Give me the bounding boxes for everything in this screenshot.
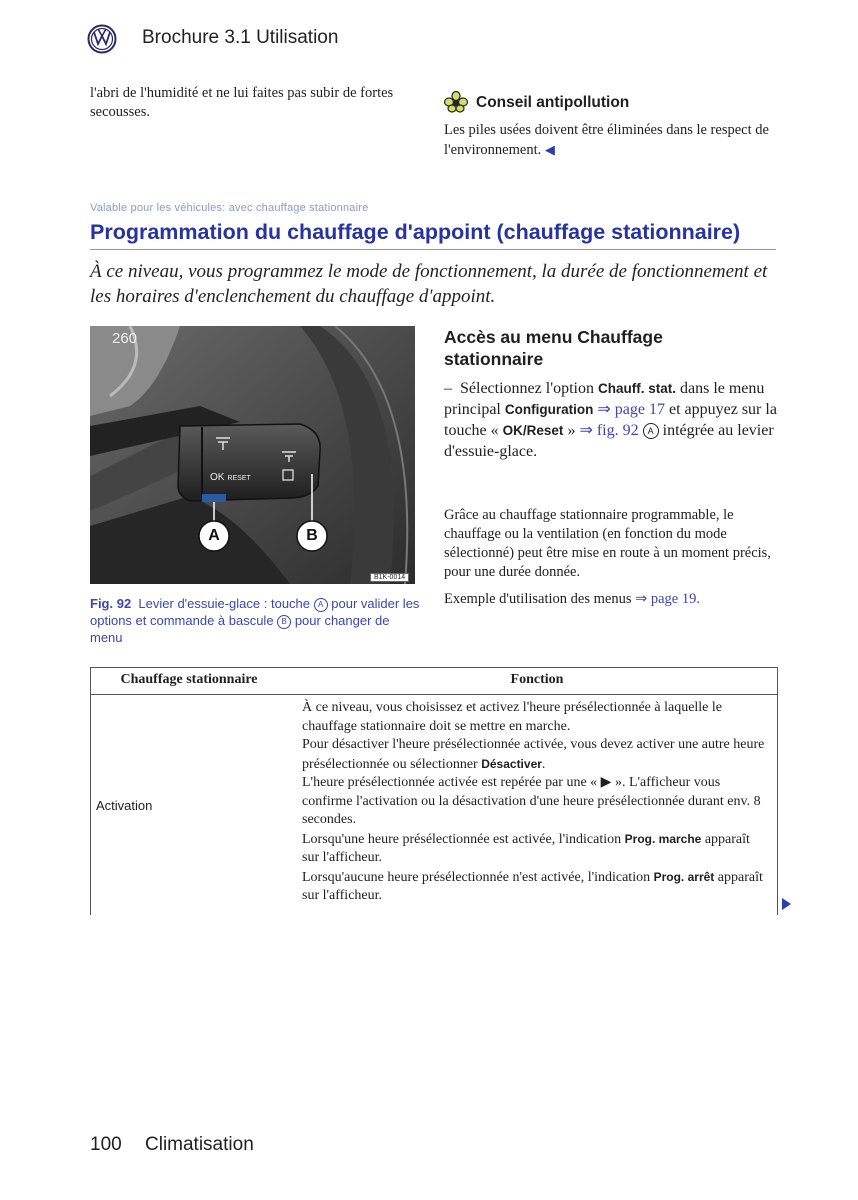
section-title: Programmation du chauffage d'appoint (chauffage stationnaire) [90,220,741,244]
step-text: » [567,422,576,439]
page-ref-link[interactable]: ⇒ page 19. [635,591,700,607]
table-paragraph: À ce niveau, vous choisissez et activez l'heure présélectionnée à laquelle le chauffage stationnaire doit se mettre en marche. [302,700,722,734]
wiper-lever-figure [90,326,415,584]
subsection-title: Accès au menu Chauffage stationnaire [444,327,663,369]
intro-text: l'abri de l'humidité et ne lui faites pas subir de fortes secousses. [90,85,394,120]
table-text: apparaît sur l'afficheur. [302,869,763,903]
table-paragraph [302,868,768,906]
validity-note: Valable pour les véhicules: avec chauffage stationnaire [90,202,369,214]
table-text: Lorsqu'une heure présélectionnée est activée, l'indication [302,831,622,847]
vw-logo-icon [87,24,117,54]
reset-label: RESET [227,475,251,482]
function-table [90,667,778,915]
table-text: . [541,756,546,772]
table-text: Lorsqu'aucune heure présélectionnée n'est activée, l'indication [302,869,651,885]
lever-label [210,472,251,483]
figure-caption-label: Fig. 92 [90,596,132,611]
step-text: dans le menu principal [444,380,765,418]
table-row-content [302,699,768,906]
caption-part: pour valider les options et commande à bascule [90,596,420,628]
table-paragraph [302,736,768,774]
header-title: Brochure 3.1 Utilisation [142,27,339,48]
figure-ref-link[interactable]: ⇒ fig. 92 [579,422,639,439]
figure-code: B1K-0014 [370,573,409,582]
menu-option: Chauff. stat. [597,381,676,396]
circle-b-icon: B [277,615,291,629]
table-text: Pour désactiver l'heure présélectionnée activée, vous devez activer une autre heure présélectionnée ou sélectionner [302,737,765,772]
page-number: 100 [90,1134,122,1155]
description-paragraph: Grâce au chauffage stationnaire programmable, le chauffage ou la ventilation (en fonction du mode sélectionné) peut être mise en route à un moment précis, pour une durée donnée. [444,507,771,580]
callout-a: A [208,527,220,544]
display-option: Prog. marche [624,831,702,846]
conseil-body: Les piles usées doivent être éliminées dans le respect de l'environnement. [444,122,769,158]
display-option: Prog. arrêt [653,869,715,884]
end-mark-icon: ◀ [544,142,555,157]
caption-part: pour changer de menu [90,613,390,645]
table-paragraph [302,830,768,868]
table-header-right: Fonction [510,672,564,687]
table-header-left: Chauffage stationnaire [120,672,258,687]
callout-b: B [306,527,318,544]
page-ref-link[interactable]: ⇒ page 17 [597,401,665,418]
title-rule [90,249,776,250]
table-row-label: Activation [96,798,153,813]
step-dash: – [444,380,452,397]
instruction-step [444,378,779,462]
display-option: Désactiver [481,756,542,771]
speedometer-label: 260 [112,330,138,347]
menu-option: Configuration [504,402,594,417]
lead-text: À ce niveau, vous programmez le mode de fonctionnement, la durée de fonctionnement et les horaires d'enclenchement du chauffage d'appoint. [90,261,768,307]
table-header-rule [91,694,777,695]
caption-part: Levier d'essuie-glace : touche [138,596,311,611]
ok-label: OK [210,472,225,483]
step-text: et appuyez sur la touche « [444,401,777,439]
table-text: apparaît sur l'afficheur. [302,831,750,865]
example-paragraph [444,590,779,609]
step-text: Sélectionnez l'option [460,380,594,397]
example-text: Exemple d'utilisation des menus [444,591,632,607]
conseil-text [444,121,774,160]
key-name: OK/Reset [502,423,564,438]
conseil-title: Conseil antipollution [476,94,630,111]
figure-caption [90,595,420,646]
flower-icon [443,91,469,113]
table-paragraph: L'heure présélectionnée activée est repérée par une « ▶ ». L'afficheur vous confirme l'activation ou la désactivation d'une heure présélectionnée durant env. 8 secondes. [302,775,761,827]
continued-arrow-icon [782,898,791,910]
step-text: intégrée au levier d'essuie-glace. [444,422,774,460]
circle-a-icon: A [314,598,328,612]
circle-a-icon: A [643,423,659,439]
footer-title: Climatisation [145,1134,254,1155]
